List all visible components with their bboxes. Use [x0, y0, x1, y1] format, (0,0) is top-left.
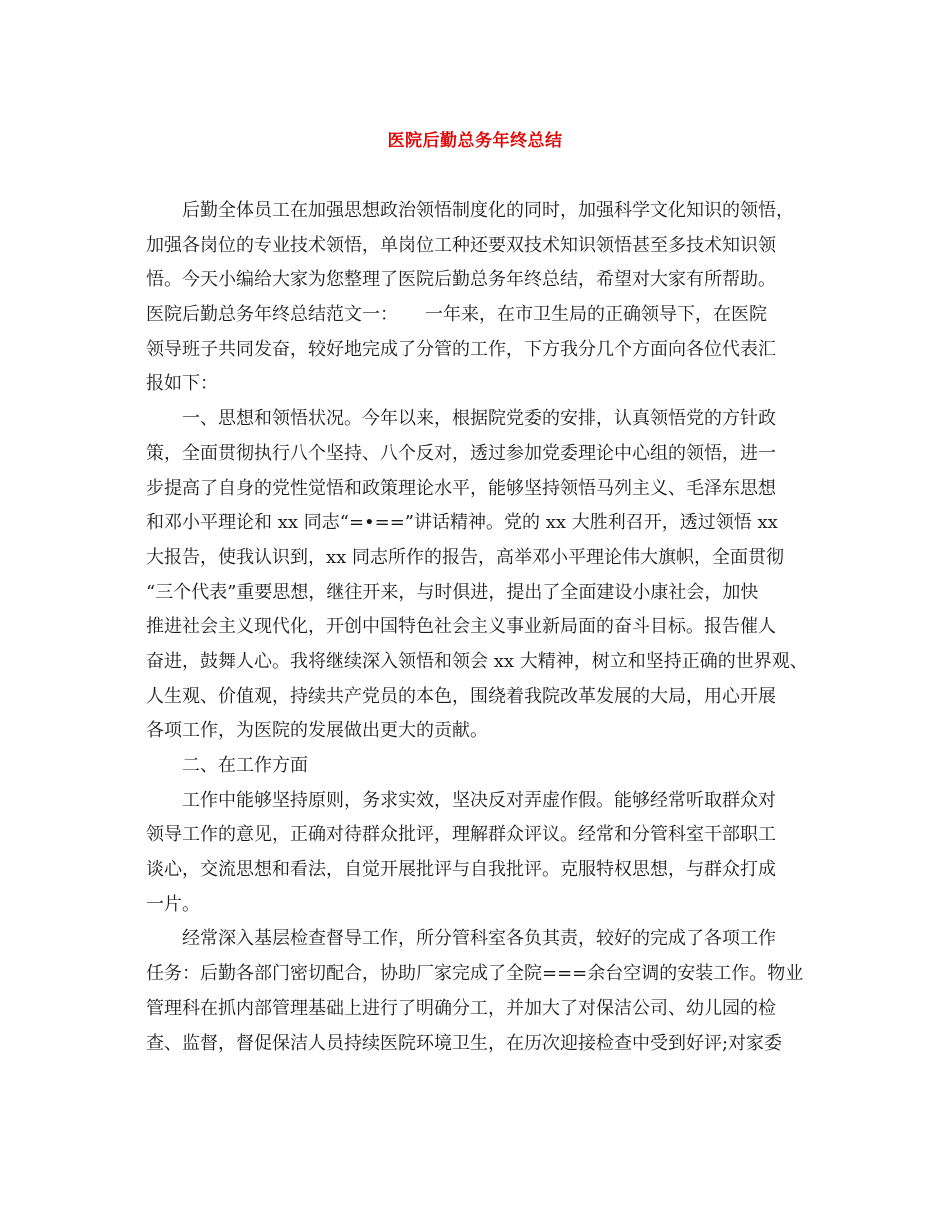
text-line: “三个代表”重要思想，继往开来，与时俱进，提出了全面建设小康社会，加快 — [146, 581, 759, 603]
text-line: 二、在工作方面 — [182, 755, 308, 776]
text-line: 人生观、价值观，持续共产党员的本色，围绕着我院改革发展的大局，用心开展 — [146, 685, 776, 707]
text-line: 各项工作，为医院的发展做出更大的贡献。 — [146, 720, 488, 742]
text-line: 谈心，交流思想和看法，自觉开展批评与自我批评。克服特权思想，与群众打成 — [146, 859, 776, 881]
text-line: 推进社会主义现代化，开创中国特色社会主义事业新局面的奋斗目标。报告催人 — [146, 616, 776, 638]
text-line: 一片。 — [146, 893, 200, 915]
text-line: 和邓小平理论和 xx 同志“=•==”讲话精神。党的 xx 大胜利召开，透过领悟 xx — [146, 512, 778, 534]
text-line: 一、思想和领悟状况。今年以来，根据院党委的安排，认真领悟党的方针政 — [182, 408, 776, 430]
text-line: 医院后勤总务年终总结范文一： 一年来，在市卫生局的正确领导下，在医院 — [146, 304, 767, 326]
text-line: 报如下： — [146, 373, 218, 395]
text-line: 悟。今天小编给大家为您整理了医院后勤总务年终总结，希望对大家有所帮助。 — [146, 269, 776, 291]
text-line: 策，全面贯彻执行八个坚持、八个反对，透过参加党委理论中心组的领悟，进一 — [146, 442, 776, 464]
text-line: 奋进，鼓舞人心。我将继续深入领悟和领会 xx 大精神，树立和坚持正确的世界观、 — [146, 650, 808, 672]
document-body — [146, 194, 826, 1061]
text-line: 任务：后勤各部门密切配合，协助厂家完成了全院===余台空调的安装工作。物业 — [146, 963, 804, 985]
text-line: 后勤全体员工在加强思想政治领悟制度化的同时，加强科学文化知识的领悟， — [182, 200, 794, 221]
text-line: 查、监督，督促保洁人员持续医院环境卫生，在历次迎接检查中受到好评;对家委 — [146, 1032, 783, 1054]
text-line: 工作中能够坚持原则，务求实效，坚决反对弄虚作假。能够经常听取群众对 — [182, 789, 776, 811]
document-title: 医院后勤总务年终总结 — [387, 131, 563, 151]
text-line: 领导班子共同发奋，较好地完成了分管的工作，下方我分几个方面向各位代表汇 — [146, 338, 776, 360]
text-line: 经常深入基层检查督导工作，所分管科室各负其责，较好的完成了各项工作 — [182, 928, 776, 950]
text-line: 加强各岗位的专业技术领悟，单岗位工种还要双技术知识领悟甚至多技术知识领 — [146, 234, 776, 256]
text-line: 大报告，使我认识到，xx 同志所作的报告，高举邓小平理论伟大旗帜，全面贯彻 — [146, 546, 785, 568]
text-line: 领导工作的意见，正确对待群众批评，理解群众评议。经常和分管科室干部职工 — [146, 824, 776, 846]
text-line: 步提高了自身的党性觉悟和政策理论水平，能够坚持领悟马列主义、毛泽东思想 — [146, 477, 776, 499]
text-line: 管理科在抓内部管理基础上进行了明确分工，并加大了对保洁公司、幼儿园的检 — [146, 997, 776, 1019]
